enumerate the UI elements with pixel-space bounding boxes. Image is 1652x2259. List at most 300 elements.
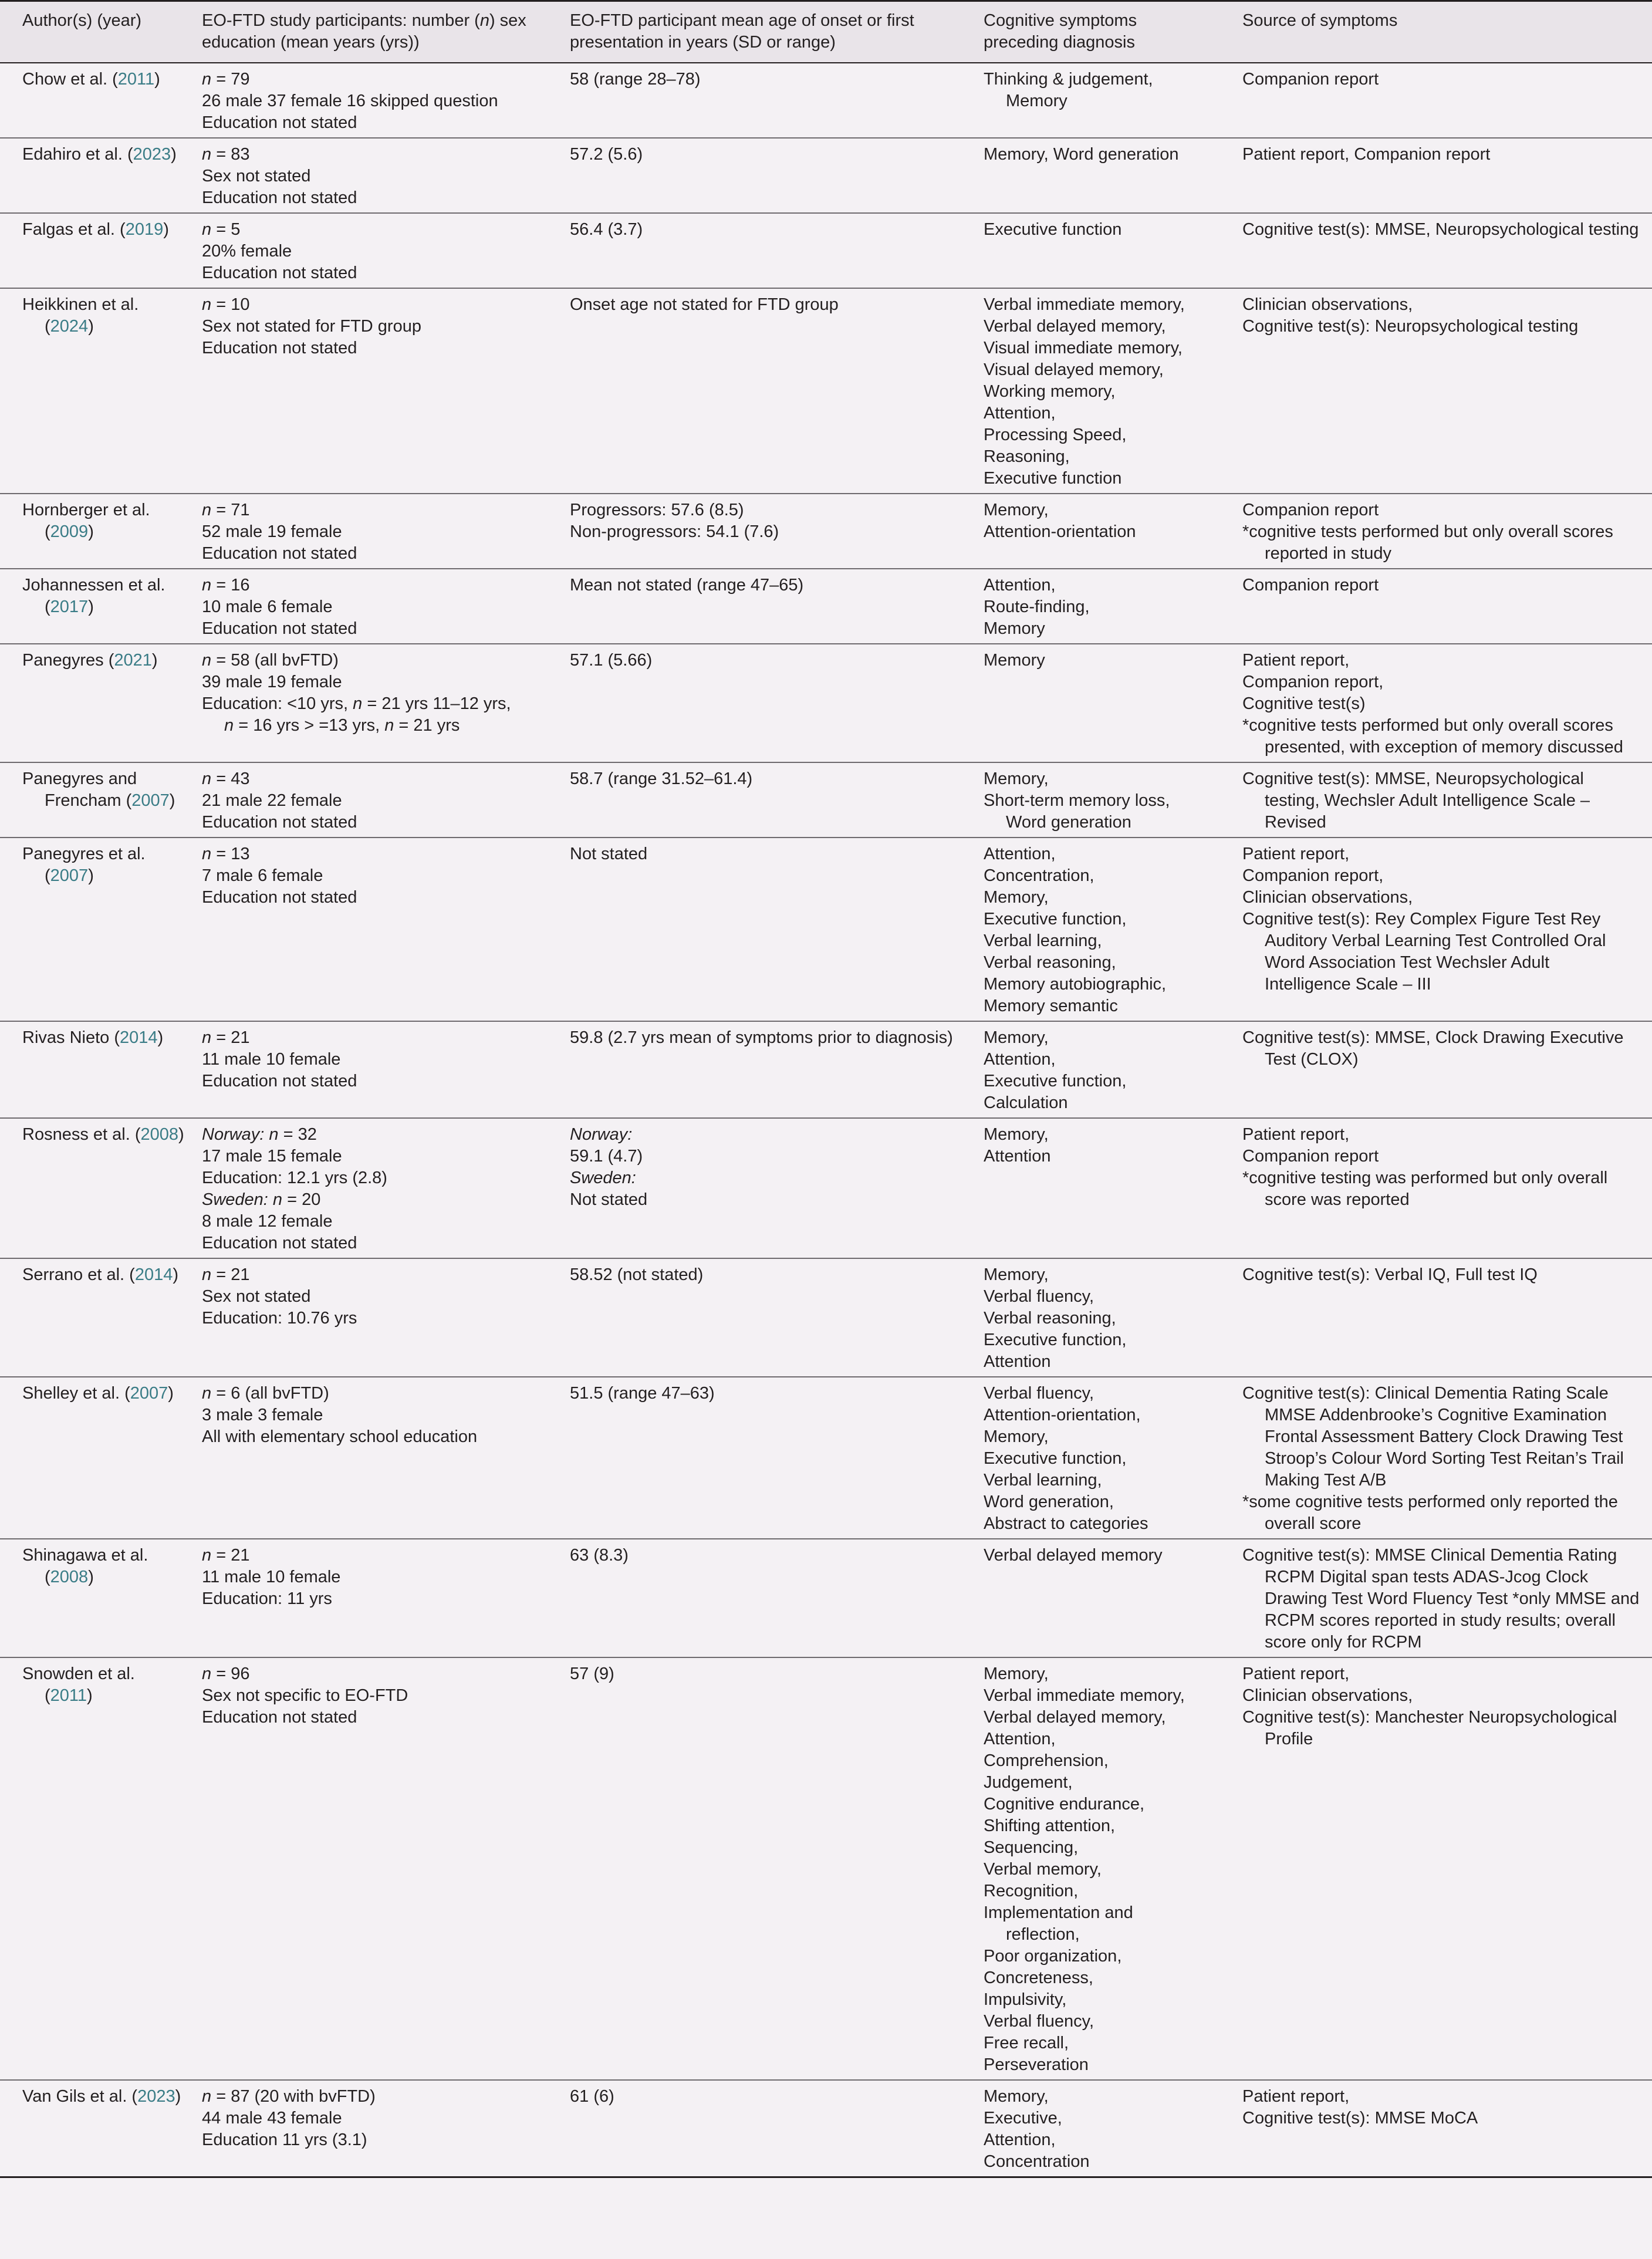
table-row: [0, 569, 1652, 644]
table-row: [0, 1657, 1652, 2080]
cell-source: [1220, 2080, 1652, 2177]
cell-line: Education not stated: [202, 113, 357, 132]
cell-symptoms: [961, 1021, 1220, 1118]
citation-year-link[interactable]: 2009: [50, 522, 89, 541]
cell-line: 8 male 12 female: [202, 1212, 333, 1231]
cell-age: [548, 1021, 961, 1118]
cell-symptoms: [961, 1539, 1220, 1657]
cell-line: Calculation: [984, 1093, 1068, 1112]
cell-line: Verbal immediate memory,: [984, 1686, 1185, 1705]
cell-line: Norway: n = 32: [202, 1125, 317, 1144]
cell-line: Executive function: [984, 469, 1122, 488]
cell-line: Cognitive endurance,: [984, 1795, 1145, 1814]
cell-line: testing, Wechsler Adult Intelligence Scale –: [1265, 791, 1590, 810]
cell-line: Education not stated: [202, 1234, 357, 1252]
cell-participants: [180, 1021, 548, 1118]
cell-line: Memory semantic: [984, 997, 1118, 1015]
cell-line: reflection,: [1006, 1925, 1080, 1944]
cell-line: Test (CLOX): [1265, 1050, 1359, 1069]
cell-line: Cognitive test(s): MMSE, Clock Drawing Executive: [1242, 1028, 1624, 1047]
cell-line: Johannessen et al.: [22, 576, 165, 595]
cell-line: n = 96: [202, 1664, 250, 1683]
cell-line: Snowden et al.: [22, 1664, 135, 1683]
table-row: [0, 2080, 1652, 2177]
citation-year-link[interactable]: 2008: [140, 1125, 178, 1144]
cell-line: Education not stated: [202, 888, 357, 907]
cell-line: Companion report,: [1242, 866, 1384, 885]
cell-line: Panegyres (2021): [22, 651, 158, 670]
cell-age: [548, 569, 961, 644]
cell-line: Cognitive test(s): Neuropsychological testing: [1242, 317, 1579, 336]
citation-year-link[interactable]: 2007: [130, 1384, 168, 1403]
header-symptoms: Cognitive symptoms preceding diagnosis: [961, 1, 1220, 63]
cell-line: Word generation: [1006, 813, 1131, 832]
cell-line: Patient report,: [1242, 845, 1350, 863]
cell-line: Education not stated: [202, 264, 357, 282]
cell-line: Revised: [1265, 813, 1326, 832]
header-participants: EO-FTD study participants: number (n) sex education (mean years (yrs)): [180, 1, 548, 63]
cell-line: Short-term memory loss,: [984, 791, 1170, 810]
cell-line: Progressors: 57.6 (8.5): [570, 501, 744, 519]
cell-line: Attention: [984, 1352, 1051, 1371]
cell-line: *cognitive tests performed but only overall scores: [1242, 522, 1613, 541]
cell-line: 59.8 (2.7 yrs mean of symptoms prior to diagnosis): [570, 1028, 953, 1047]
cell-line: Non-progressors: 54.1 (7.6): [570, 522, 779, 541]
cell-line: n = 79: [202, 70, 250, 89]
cell-line: Implementation and: [984, 1903, 1133, 1922]
cell-line: 20% female: [202, 242, 292, 261]
cell-line: Visual delayed memory,: [984, 360, 1164, 379]
cell-line: Drawing Test Word Fluency Test *only MMSE and: [1265, 1589, 1640, 1608]
cell-author: [0, 213, 180, 288]
cell-line: n = 83: [202, 145, 250, 164]
cell-line: Memory,: [984, 501, 1049, 519]
cell-age: [548, 762, 961, 838]
cell-line: Verbal delayed memory,: [984, 1708, 1166, 1727]
cell-age: [548, 1657, 961, 2080]
cell-line: 21 male 22 female: [202, 791, 342, 810]
cell-line: Education not stated: [202, 1072, 357, 1090]
italic-term: n: [202, 651, 212, 670]
cell-line: Cognitive test(s): [1242, 694, 1366, 713]
cell-author: [0, 569, 180, 644]
cell-line: Sex not stated for FTD group: [202, 317, 421, 336]
italic-term: Sweden:: [202, 1190, 268, 1209]
table-row: [0, 138, 1652, 213]
cell-symptoms: [961, 213, 1220, 288]
cell-line: Verbal delayed memory: [984, 1546, 1163, 1565]
italic-term: n: [202, 70, 212, 89]
cell-source: [1220, 1657, 1652, 2080]
cell-source: [1220, 644, 1652, 762]
cell-line: Panegyres and: [22, 769, 137, 788]
table-row: [0, 1539, 1652, 1657]
cell-line: Companion report: [1242, 1147, 1379, 1166]
citation-year-link[interactable]: 2007: [131, 791, 170, 810]
italic-term: n: [202, 1384, 212, 1403]
cell-line: (2009): [45, 522, 94, 541]
cell-line: 44 male 43 female: [202, 2109, 342, 2128]
cell-line: Abstract to categories: [984, 1514, 1148, 1533]
cell-line: Van Gils et al. (2023): [22, 2087, 181, 2106]
cell-line: Frontal Assessment Battery Clock Drawing Test: [1265, 1427, 1623, 1446]
citation-year-link[interactable]: 2014: [120, 1028, 158, 1047]
cell-author: [0, 1021, 180, 1118]
cell-line: Sex not specific to EO-FTD: [202, 1686, 408, 1705]
table-row: [0, 288, 1652, 494]
cell-line: Visual immediate memory,: [984, 339, 1183, 357]
citation-year-link[interactable]: 2021: [114, 651, 152, 670]
cell-line: Education: 12.1 yrs (2.8): [202, 1169, 387, 1187]
cell-line: 17 male 15 female: [202, 1147, 342, 1166]
cell-source: [1220, 288, 1652, 494]
cell-line: 56.4 (3.7): [570, 220, 643, 239]
cell-author: [0, 838, 180, 1021]
cell-line: Sequencing,: [984, 1838, 1079, 1857]
cell-line: Attention,: [984, 2130, 1056, 2149]
italic-term: n: [224, 716, 234, 735]
cell-line: Education not stated: [202, 544, 357, 563]
cell-line: Verbal reasoning,: [984, 1309, 1116, 1328]
cell-line: 11 male 10 female: [202, 1050, 341, 1069]
citation-year-link[interactable]: 2024: [50, 317, 89, 336]
table-row: [0, 644, 1652, 762]
cell-age: [548, 1118, 961, 1258]
header-source: Source of symptoms: [1220, 1, 1652, 63]
cell-symptoms: [961, 1258, 1220, 1377]
cell-line: Attention: [984, 1147, 1051, 1166]
cell-line: 10 male 6 female: [202, 597, 333, 616]
cell-line: MMSE Addenbrooke’s Cognitive Examination: [1265, 1406, 1607, 1424]
cell-line: Executive function,: [984, 1331, 1127, 1349]
cell-author: [0, 644, 180, 762]
cell-line: Onset age not stated for FTD group: [570, 295, 839, 314]
cell-line: Memory autobiographic,: [984, 975, 1167, 994]
cell-line: Patient report,: [1242, 1125, 1350, 1144]
cell-line: Memory,: [984, 1265, 1049, 1284]
cell-line: Intelligence Scale – III: [1265, 975, 1431, 994]
cell-line: Recognition,: [984, 1882, 1079, 1900]
cell-source: [1220, 1377, 1652, 1539]
cell-line: n = 71: [202, 501, 250, 519]
cell-line: Patient report, Companion report: [1242, 145, 1491, 164]
cell-author: [0, 2080, 180, 2177]
cell-author: [0, 762, 180, 838]
cell-author: [0, 494, 180, 569]
cell-line: Education not stated: [202, 1708, 357, 1727]
cell-source: [1220, 1118, 1652, 1258]
cell-line: Education not stated: [202, 339, 357, 357]
cell-line: Perseveration: [984, 2055, 1089, 2074]
cell-line: 3 male 3 female: [202, 1406, 323, 1424]
cell-participants: [180, 1657, 548, 2080]
italic-term: n: [202, 295, 212, 314]
header-age: EO-FTD participant mean age of onset or first presentation in years (SD or range): [548, 1, 961, 63]
citation-year-link[interactable]: 2008: [50, 1568, 89, 1586]
cell-symptoms: [961, 762, 1220, 838]
cell-line: Impulsivity,: [984, 1990, 1067, 2009]
cell-line: Shelley et al. (2007): [22, 1384, 174, 1403]
cell-line: Profile: [1265, 1730, 1313, 1748]
cell-symptoms: [961, 838, 1220, 1021]
italic-term: n: [353, 694, 363, 713]
cell-line: Education not stated: [202, 813, 357, 832]
cell-line: Route-finding,: [984, 597, 1090, 616]
cell-line: 51.5 (range 47–63): [570, 1384, 715, 1403]
cell-line: Education not stated: [202, 188, 357, 207]
cell-line: Verbal fluency,: [984, 1287, 1094, 1306]
cell-line: Serrano et al. (2014): [22, 1265, 179, 1284]
cell-line: Clinician observations,: [1242, 1686, 1413, 1705]
cell-line: Attention,: [984, 1050, 1056, 1069]
cell-line: 26 male 37 female 16 skipped question: [202, 92, 498, 110]
cell-line: reported in study: [1265, 544, 1392, 563]
cell-line: Panegyres et al.: [22, 845, 146, 863]
cell-line: Mean not stated (range 47–65): [570, 576, 804, 595]
cell-age: [548, 288, 961, 494]
cell-age: [548, 838, 961, 1021]
cell-line: Verbal learning,: [984, 1471, 1102, 1490]
cell-participants: [180, 1258, 548, 1377]
cell-source: [1220, 1539, 1652, 1657]
cell-line: Attention,: [984, 576, 1056, 595]
cell-line: Poor organization,: [984, 1947, 1122, 1966]
cell-line: [570, 1167, 955, 1189]
cell-participants: [180, 569, 548, 644]
citation-year-link[interactable]: 2011: [117, 70, 155, 89]
table-header: [0, 1, 1652, 63]
cell-symptoms: [961, 1118, 1220, 1258]
cell-line: Cognitive test(s): MMSE MoCA: [1242, 2109, 1478, 2128]
italic-term: n: [269, 1125, 279, 1144]
cell-age: [548, 2080, 961, 2177]
cell-source: [1220, 63, 1652, 138]
cell-participants: [180, 213, 548, 288]
citation-year-link[interactable]: 2017: [50, 597, 89, 616]
cell-source: [1220, 1258, 1652, 1377]
cell-line: 39 male 19 female: [202, 673, 342, 691]
cell-participants: [180, 644, 548, 762]
italic-term: n: [202, 769, 212, 788]
cell-line: Memory, Word generation: [984, 145, 1179, 164]
cell-age: [548, 213, 961, 288]
cell-line: 57.2 (5.6): [570, 145, 643, 164]
cell-line: Memory: [984, 619, 1045, 638]
cell-line: Concentration,: [984, 866, 1094, 885]
cell-line: [570, 1124, 955, 1146]
cell-source: [1220, 1021, 1652, 1118]
cell-line: Memory,: [984, 769, 1049, 788]
cell-age: [548, 1258, 961, 1377]
cell-age: [548, 63, 961, 138]
cell-source: [1220, 138, 1652, 213]
cell-line: Attention,: [984, 1730, 1056, 1748]
cell-participants: [180, 1377, 548, 1539]
cell-line: Executive function: [984, 220, 1122, 239]
cell-line: (2011): [45, 1686, 93, 1705]
cell-line: Processing Speed,: [984, 426, 1127, 444]
cell-line: Rosness et al. (2008): [22, 1125, 184, 1144]
cell-line: Memory,: [984, 888, 1049, 907]
cell-line: 59.1 (4.7): [570, 1147, 643, 1166]
cell-line: Attention-orientation: [984, 522, 1136, 541]
cell-line: n = 10: [202, 295, 250, 314]
cell-line: Patient report,: [1242, 1664, 1350, 1683]
cell-line: presented, with exception of memory discussed: [1265, 738, 1623, 757]
cell-line: Sex not stated: [202, 1287, 311, 1306]
cell-line: RCPM scores reported in study results; overall: [1265, 1611, 1616, 1630]
cell-line: Verbal fluency,: [984, 1384, 1094, 1403]
italic-term: n: [272, 1190, 283, 1209]
cell-line: Sex not stated: [202, 167, 311, 185]
cell-line: score was reported: [1265, 1190, 1410, 1209]
cell-age: [548, 1539, 961, 1657]
cell-line: n = 21: [202, 1546, 250, 1565]
cell-line: Executive function,: [984, 910, 1127, 928]
cell-line: Judgement,: [984, 1773, 1073, 1792]
cell-line: Memory: [1006, 92, 1067, 110]
cell-age: [548, 138, 961, 213]
table-row: [0, 63, 1652, 138]
citation-year-link[interactable]: 2007: [50, 866, 89, 885]
cell-participants: [180, 494, 548, 569]
cell-line: n = 58 (all bvFTD): [202, 651, 339, 670]
table-body: [0, 63, 1652, 2177]
cell-line: 11 male 10 female: [202, 1568, 341, 1586]
cell-symptoms: [961, 1657, 1220, 2080]
citation-year-link[interactable]: 2023: [137, 2087, 175, 2106]
cell-line: Patient report,: [1242, 651, 1350, 670]
cell-line: Executive function,: [984, 1072, 1127, 1090]
cell-line: Stroop’s Colour Word Sorting Test Reitan’s Trail: [1265, 1449, 1624, 1468]
cell-line: *some cognitive tests performed only reported the: [1242, 1493, 1618, 1511]
citation-year-link[interactable]: 2011: [50, 1686, 87, 1705]
cell-author: [0, 288, 180, 494]
cell-line: Education: <10 yrs, n = 21 yrs 11–12 yrs,: [202, 694, 511, 713]
cell-line: Shifting attention,: [984, 1816, 1116, 1835]
cell-line: Companion report,: [1242, 673, 1384, 691]
cell-line: Shinagawa et al.: [22, 1546, 148, 1565]
cell-line: Concreteness,: [984, 1968, 1093, 1987]
italic-term: Norway:: [202, 1125, 265, 1144]
cell-line: Hornberger et al.: [22, 501, 150, 519]
italic-term: Norway:: [570, 1125, 633, 1144]
italic-term: n: [202, 501, 212, 519]
cell-line: Memory,: [984, 1427, 1049, 1446]
cell-line: (2007): [45, 866, 94, 885]
cell-line: n = 21: [202, 1265, 250, 1284]
cell-participants: [180, 1539, 548, 1657]
cell-line: 57.1 (5.66): [570, 651, 653, 670]
cell-symptoms: [961, 494, 1220, 569]
cell-participants: [180, 138, 548, 213]
cell-line: n = 43: [202, 769, 250, 788]
citation-year-link[interactable]: 2014: [134, 1265, 173, 1284]
cell-line: *cognitive tests performed but only overall scores: [1242, 716, 1613, 735]
cell-line: Cognitive test(s): MMSE Clinical Dementia Rating: [1242, 1546, 1617, 1565]
italic-term: n: [202, 2087, 212, 2106]
cell-line: Education 11 yrs (3.1): [202, 2130, 367, 2149]
cell-line: (2024): [45, 317, 94, 336]
cell-line: Cognitive test(s): MMSE, Neuropsychological: [1242, 769, 1584, 788]
cell-line: Memory,: [984, 1664, 1049, 1683]
cell-line: n = 5: [202, 220, 241, 239]
cell-line: Not stated: [570, 1190, 648, 1209]
cell-symptoms: [961, 569, 1220, 644]
cell-line: n = 6 (all bvFTD): [202, 1384, 329, 1403]
cell-line: Memory,: [984, 1028, 1049, 1047]
cell-line: 58 (range 28–78): [570, 70, 701, 89]
cell-line: Executive,: [984, 2109, 1062, 2128]
cell-line: RCPM Digital span tests ADAS-Jcog Clock: [1265, 1568, 1589, 1586]
cell-line: Frencham (2007): [45, 791, 175, 810]
cell-symptoms: [961, 2080, 1220, 2177]
cell-line: Verbal learning,: [984, 931, 1102, 950]
cell-line: Free recall,: [984, 2034, 1069, 2052]
cell-line: Attention,: [984, 404, 1056, 423]
italic-term: n: [202, 1664, 212, 1683]
cell-participants: [180, 63, 548, 138]
cell-line: Companion report: [1242, 576, 1379, 595]
header-author: Author(s) (year): [0, 1, 180, 63]
cell-author: [0, 1118, 184, 1258]
cell-line: Auditory Verbal Learning Test Controlled Oral: [1265, 931, 1606, 950]
cell-line: Verbal memory,: [984, 1860, 1102, 1879]
cell-line: Cognitive test(s): Manchester Neuropsychological: [1242, 1708, 1617, 1727]
cell-line: Thinking & judgement,: [984, 70, 1153, 89]
table-row: [0, 838, 1652, 1021]
cell-author: [0, 1657, 180, 2080]
table-row: [0, 762, 1652, 838]
cell-line: Memory,: [984, 2087, 1049, 2106]
italic-term: n: [202, 145, 212, 164]
italic-term: n: [202, 1028, 212, 1047]
cell-line: Sweden: n = 20: [202, 1190, 321, 1209]
cell-line: Companion report: [1242, 501, 1379, 519]
cell-source: [1220, 838, 1652, 1021]
cell-line: Clinician observations,: [1242, 295, 1413, 314]
italic-term: n: [202, 1265, 212, 1284]
cell-author: [0, 1377, 180, 1539]
table-row: [0, 213, 1652, 288]
cell-participants: [180, 838, 548, 1021]
cell-line: 7 male 6 female: [202, 866, 323, 885]
cell-age: [548, 494, 961, 569]
header-row: [0, 1, 1652, 63]
italic-term: n: [202, 576, 212, 595]
cell-line: Edahiro et al. (2023): [22, 145, 177, 164]
cell-age: [548, 644, 961, 762]
cell-line: (2017): [45, 597, 94, 616]
cell-line: *cognitive testing was performed but only overall: [1242, 1169, 1608, 1187]
cell-line: Concentration: [984, 2152, 1090, 2171]
italic-term: n: [202, 220, 212, 239]
cell-line: Verbal delayed memory,: [984, 317, 1166, 336]
table-row: [0, 1118, 1652, 1258]
cell-age: [548, 1377, 961, 1539]
cell-line: Making Test A/B: [1265, 1471, 1387, 1490]
cell-line: Education not stated: [202, 619, 357, 638]
cell-author: [0, 1258, 180, 1377]
cell-line: Word generation,: [984, 1493, 1114, 1511]
citation-year-link[interactable]: 2023: [133, 145, 171, 164]
italic-term: n: [202, 1546, 212, 1565]
cell-line: Education: 11 yrs: [202, 1589, 332, 1608]
cell-line: Memory: [984, 651, 1045, 670]
cell-symptoms: [961, 138, 1220, 213]
cell-line: Falgas et al. (2019): [22, 220, 169, 239]
citation-year-link[interactable]: 2019: [125, 220, 164, 239]
